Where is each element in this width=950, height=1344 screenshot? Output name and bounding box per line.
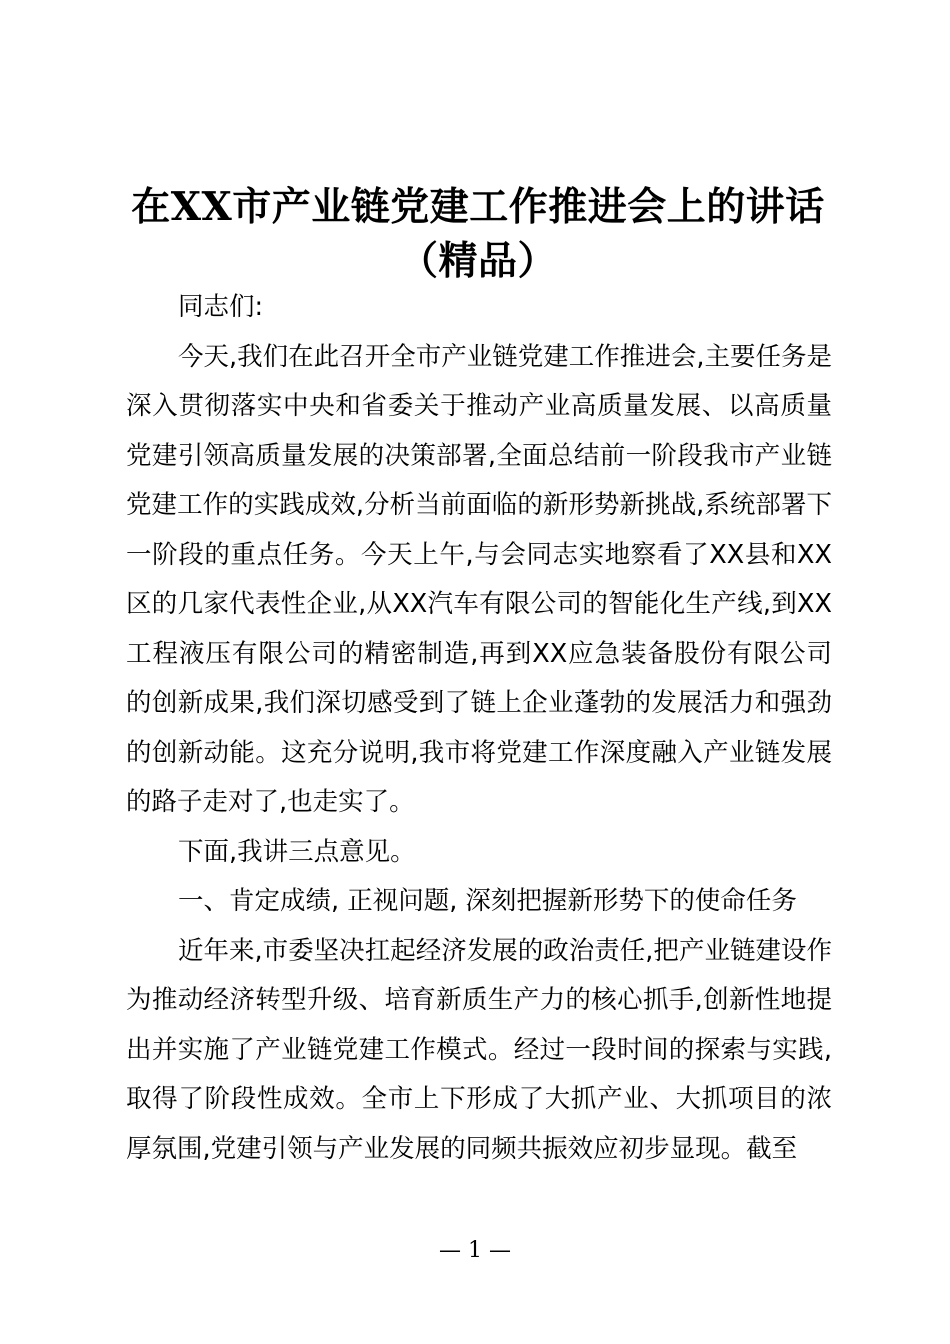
salutation: 同志们: — [178, 292, 264, 322]
document-title: 在XX市产业链党建工作推进会上的讲话（精品） — [131, 184, 825, 284]
document-body — [126, 283, 832, 1174]
paragraph-intro: 今天,我们在此召开全市产业链党建工作推进会,主要任务是深入贯彻落实中央和省委关于推动产业高质量发展、以高质量党建引领高质量发展的决策部署,全面总结前一阶段我市产业链党建工作的实践成效,分析当前面临的新形势新挑战,系统部署下一阶段的重点任务。今天上午,与会同志实地察看了XX县和XX区的几家代表性企业,从XX汽车有限公司的智能化生产线,到XX工程液压有限公司的精密制造,再到XX应急装备股份有限公司的创新成果,我们深切感受到了链上企业蓬勃的发展活力和强劲的创新动能。这充分说明,我市将党建工作深度融入产业链发展的路子走对了,也走实了。 — [126, 341, 832, 817]
page-number: — 1 — — [439, 1238, 511, 1263]
paragraph-outline: 下面,我讲三点意见。 — [178, 836, 416, 867]
section-heading-1: 一、肯定成绩, 正视问题, 深刻把握新形势下的使命任务 — [178, 886, 797, 916]
paragraph-section-1: 近年来,市委坚决扛起经济发展的政治责任,把产业链建设作为推动经济转型升级、培育新质生产力的核心抓手,创新性地提出并实施了产业链党建工作模式。经过一段时间的探索与实践,取得了阶段性成效。全市上下形成了大抓产业、大抓项目的浓厚氛围,党建引领与产业发展的同频共振效应初步显现。截至 — [126, 935, 832, 1164]
